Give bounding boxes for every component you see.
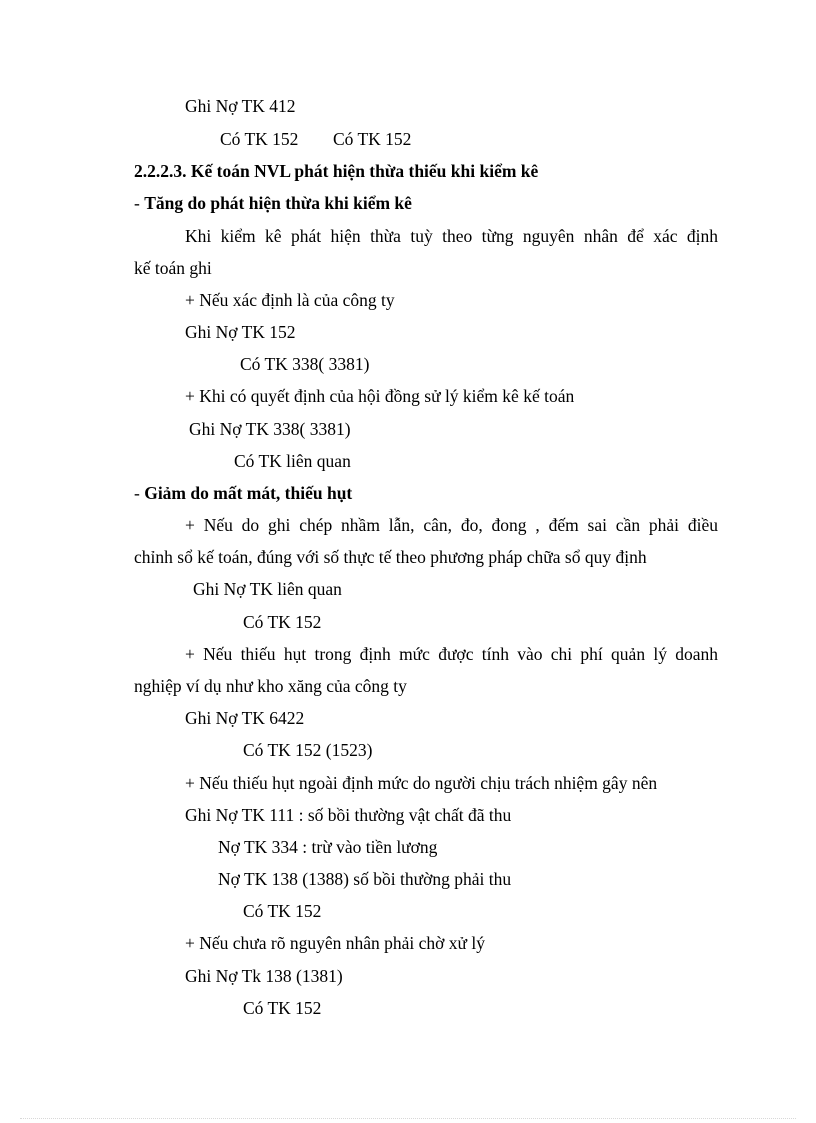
dash: -: [134, 193, 145, 213]
entry-debit: Ghi Nợ TK 111 : số bồi thường vật chất đã thu: [185, 805, 512, 825]
page-bottom-divider: [20, 1118, 796, 1119]
subsection-decrease: [134, 483, 352, 503]
paragraph-line: Khi kiểm kê phát hiện thừa tuỳ theo từng nguyên nhân để xác định: [185, 226, 718, 246]
entry-credit-152-b: Có TK 152: [333, 129, 412, 149]
entry-debit: Ghi Nợ TK 338( 3381): [189, 419, 351, 439]
subsection-increase-title: Tăng do phát hiện thừa khi kiểm kê: [144, 193, 412, 213]
entry-credit-152-a: Có TK 152: [220, 129, 299, 149]
entry-debit: Nợ TK 138 (1388) số bồi thường phải thu: [218, 869, 512, 889]
case-item: + Nếu thiếu hụt trong định mức được tính vào chi phí quản lý doanh: [185, 644, 718, 664]
paragraph-line: kế toán ghi: [134, 258, 212, 278]
case-item: + Nếu do ghi chép nhầm lẫn, cân, đo, đong , đếm sai cần phải điều: [185, 515, 718, 535]
subsection-increase: [134, 193, 412, 213]
entry-credit: Có TK 152: [243, 901, 322, 921]
entry-credit: Có TK 152: [243, 998, 322, 1018]
case-item: + Nếu xác định là của công ty: [185, 290, 395, 310]
entry-credit: Có TK 152 (1523): [243, 740, 373, 760]
dash: -: [134, 483, 145, 503]
entry-debit: Nợ TK 334 : trừ vào tiền lương: [218, 837, 438, 857]
case-item: + Nếu chưa rõ nguyên nhân phải chờ xử lý: [185, 933, 486, 953]
section-heading: 2.2.2.3. Kế toán NVL phát hiện thừa thiếu khi kiểm kê: [134, 161, 539, 181]
entry-credit: Có TK 152: [243, 612, 322, 632]
entry-debit: Ghi Nợ TK 152: [185, 322, 296, 342]
entry-debit: Ghi Nợ TK liên quan: [193, 579, 342, 599]
entry-credit: Có TK 338( 3381): [240, 354, 370, 374]
paragraph-line: nghiệp ví dụ như kho xăng của công ty: [134, 676, 407, 696]
case-item: + Khi có quyết định của hội đồng sử lý kiểm kê kế toán: [185, 386, 575, 406]
case-item: + Nếu thiếu hụt ngoài định mức do người chịu trách nhiệm gây nên: [185, 773, 658, 793]
entry-debit: Ghi Nợ TK 6422: [185, 708, 305, 728]
paragraph-line: chỉnh sổ kế toán, đúng với số thực tế theo phương pháp chữa sổ quy định: [134, 547, 647, 567]
entry-debit: Ghi Nợ Tk 138 (1381): [185, 966, 343, 986]
entry-debit-412: Ghi Nợ TK 412: [185, 96, 296, 116]
subsection-decrease-title: Giảm do mất mát, thiếu hụt: [144, 483, 353, 503]
entry-credit: Có TK liên quan: [234, 451, 351, 471]
